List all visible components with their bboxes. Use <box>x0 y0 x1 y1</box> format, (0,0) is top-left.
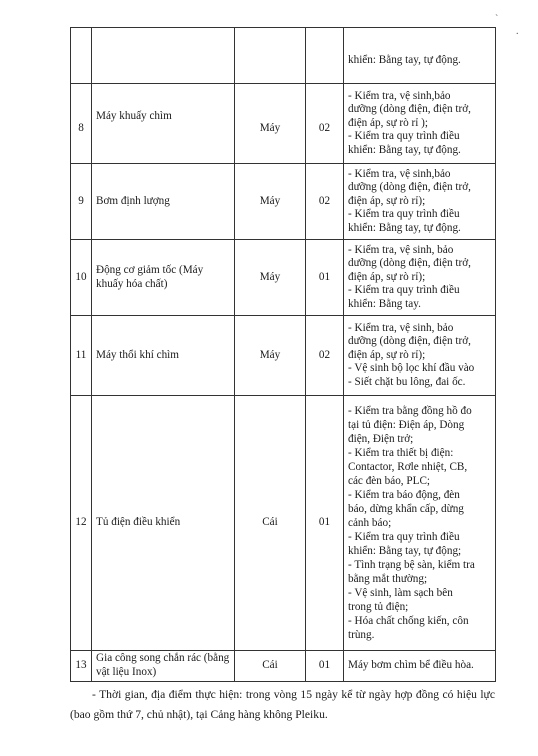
row-stt: 8 <box>71 84 92 164</box>
row-desc <box>344 316 496 396</box>
desc-line: - Kiểm tra quy trình điều <box>348 284 460 297</box>
desc-line: khiển: Bằng tay, tự động. <box>348 54 461 66</box>
desc-line: khiển: Bằng tay, tự động. <box>348 143 461 156</box>
table-row <box>71 396 496 651</box>
row-desc <box>344 240 496 316</box>
desc-line: dưỡng (dòng điện, điện trở, <box>348 103 471 116</box>
row-name: Bơm định lượng <box>92 164 235 240</box>
desc-line: - Vệ sinh, làm sạch bên <box>348 587 453 599</box>
desc-line: Contactor, Rơle nhiệt, CB, <box>348 461 468 473</box>
desc-line: - Kiểm tra quy trình điều <box>348 531 460 543</box>
row-unit <box>235 28 306 84</box>
desc-line: - Hóa chất chống kiến, côn <box>348 615 469 627</box>
desc-line: - Kiểm tra, vệ sinh,bảo <box>348 89 451 102</box>
row-unit: Máy <box>235 84 306 164</box>
row-desc <box>344 84 496 164</box>
desc-line: - Kiểm tra quy trình điều <box>348 208 460 221</box>
row-qty: 01 <box>306 396 344 651</box>
desc-line: dưỡng (dòng điện, điện trở, <box>348 335 471 348</box>
desc-line: các đèn báo, PLC; <box>348 475 431 487</box>
corner-mark-1: ` <box>495 14 499 25</box>
desc-line: trong tủ điện; <box>348 601 409 613</box>
row-stt: 10 <box>71 240 92 316</box>
table-row <box>71 651 496 682</box>
row-unit: Máy <box>235 164 306 240</box>
row-name: Tủ điện điều khiển <box>92 396 235 651</box>
desc-line: - Kiểm tra, vệ sinh,bảo <box>348 167 451 180</box>
maintenance-table <box>70 27 496 682</box>
desc-line: - Kiểm tra thiết bị điện: <box>348 447 454 459</box>
row-stt: 12 <box>71 396 92 651</box>
row-desc <box>344 28 496 84</box>
row-qty: 01 <box>306 651 344 682</box>
table-row <box>71 84 496 164</box>
row-desc <box>344 651 496 682</box>
row-name: Gia công song chắn rác (bằng vật liệu Inox) <box>92 651 235 682</box>
row-unit: Cái <box>235 651 306 682</box>
desc-line: - Siết chặt bu lông, đai ốc. <box>348 375 466 388</box>
row-stt: 9 <box>71 164 92 240</box>
table-row <box>71 28 496 84</box>
table-row <box>71 164 496 240</box>
desc-line: - Kiểm tra, vệ sinh, bảo <box>348 321 454 334</box>
desc-line: dưỡng (dòng điện, điện trở, <box>348 257 471 270</box>
row-qty: 01 <box>306 240 344 316</box>
row-name: Động cơ giảm tốc (Máy khuấy hóa chất) <box>92 240 235 316</box>
desc-line: Máy bơm chìm bể điều hòa. <box>348 659 474 672</box>
row-stt: 13 <box>71 651 92 682</box>
desc-line: bằng mắt thường; <box>348 573 428 585</box>
desc-line: - Kiểm tra bằng đồng hồ đo <box>348 405 472 417</box>
desc-line: điện áp, sự rò rỉ); <box>348 270 426 283</box>
corner-mark-2: . <box>516 26 519 37</box>
desc-line: - Kiểm tra, vệ sinh, bảo <box>348 243 454 256</box>
desc-line: báo, dừng khẩn cấp, dừng <box>348 503 464 515</box>
desc-line: khiển: Bằng tay, tự động. <box>348 221 461 234</box>
desc-line: tại tủ điện: Điện áp, Dòng <box>348 419 465 431</box>
footer-paragraph <box>70 685 495 725</box>
desc-line: - Kiểm tra báo động, đèn <box>348 489 460 501</box>
row-desc <box>344 164 496 240</box>
row-qty: 02 <box>306 164 344 240</box>
desc-line: điện áp, sự rò rỉ); <box>348 348 426 361</box>
desc-line: điện áp, sự rò rỉ); <box>348 194 426 207</box>
table-body <box>71 28 496 682</box>
desc-line: dưỡng (dòng điện, điện trở, <box>348 181 471 194</box>
table-row <box>71 240 496 316</box>
desc-line: trùng. <box>348 629 375 641</box>
desc-line: điện, Điện trở; <box>348 433 414 445</box>
desc-line: khiển: Bằng tay. <box>348 297 421 310</box>
desc-line: - Kiểm tra quy trình điều <box>348 130 460 143</box>
row-unit: Máy <box>235 316 306 396</box>
row-qty: 02 <box>306 84 344 164</box>
desc-line: điện áp, sự rò rỉ ); <box>348 116 429 129</box>
row-qty <box>306 28 344 84</box>
desc-line: - Vệ sinh bộ lọc khí đầu vào <box>348 362 475 375</box>
footer-text: - Thời gian, địa điểm thực hiện: trong vòng 15 ngày kể từ ngày hợp đồng có hiệu lực (bao gồm thứ 7, chủ nhật), tại Cảng hàng không Pleiku. <box>70 688 495 721</box>
desc-line: - Tình trạng bệ sàn, kiểm tra <box>348 559 475 571</box>
row-stt <box>71 28 92 84</box>
row-name <box>92 28 235 84</box>
row-stt: 11 <box>71 316 92 396</box>
table-row <box>71 316 496 396</box>
row-desc <box>344 396 496 651</box>
desc-line: khiển: Bằng tay, tự động; <box>348 545 462 557</box>
row-unit: Cái <box>235 396 306 651</box>
row-qty: 02 <box>306 316 344 396</box>
row-unit: Máy <box>235 240 306 316</box>
row-name: Máy khuấy chìm <box>92 84 235 164</box>
desc-line: cảnh báo; <box>348 517 392 529</box>
row-name: Máy thổi khí chìm <box>92 316 235 396</box>
